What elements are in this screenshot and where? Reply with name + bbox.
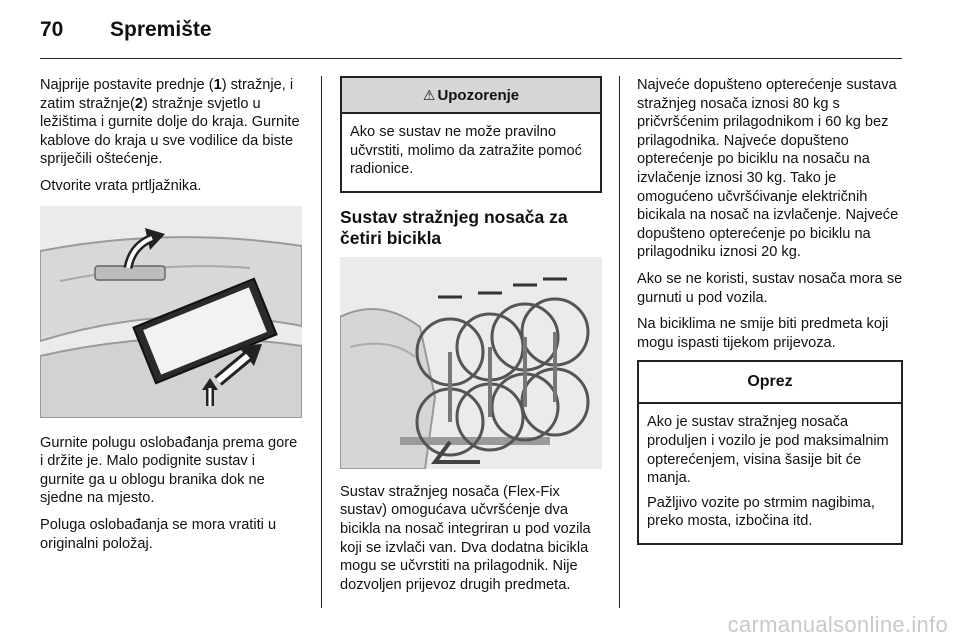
paragraph-lever-return: Poluga oslobađanja se mora vratiti u originalni položaj. (40, 516, 277, 552)
warning-title: Upozorenje (437, 87, 520, 104)
caution-box (637, 360, 903, 545)
paragraph-stow-carrier: Ako se ne koristi, sustav nosača mora se gurnuti u pod vozila. (637, 270, 903, 306)
warning-box (340, 76, 602, 193)
bike-carrier-illustration (340, 257, 602, 469)
paragraph-loose-items: Na biciklima ne smije biti predmeta koji mogu ispasti tijekom prijevoza. (637, 316, 889, 351)
paragraph-max-load: Najveće dopušteno opterećenje sustava stražnjeg nosača iznosi 80 kg s pričvršćenim prilagodnikom i 60 kg bez prilagodnika. Najveće dopušteno opterećenje po biciklu na nosaču na izvlačenje iznosi 30 kg. Tako je omogućeno učvršćivanje električnih bicikala na nosač na izvlačenje. Najveće dopušteno opterećenje po biciklu na prilagodniku iznosi 20 kg. (637, 77, 899, 261)
column-2 (340, 76, 602, 602)
callout-2: 2 (134, 95, 144, 112)
tailgate-release-illustration (40, 206, 302, 418)
header-rule (40, 58, 902, 59)
warning-text: Ako se sustav ne može pravilno učvrstiti, molimo da zatražite pomoć radionice. (350, 124, 582, 178)
caution-text-2: Pažljivo vozite po strmim nagibima, preko mosta, izbočina itd. (647, 494, 875, 530)
paragraph-carrier-description: Sustav stražnjeg nosača (Flex-Fix sustav) omogućava učvršćenje dva bicikla na nosač integriran u pod vozila koji se izvlači van. Dva dodatna bicikla mogu se učvrstiti na prilagodnik. Nije dozvoljen prijevoz drugih predmeta. (340, 483, 591, 593)
warning-triangle-icon: ⚠ (422, 87, 436, 103)
paragraph-taillight-install: Najprije postavite prednje (1) stražnje, i zatim stražnje(2) stražnje svjetlo u ležištima i gurnite dolje do kraja. Gurnite kablove do kraja u sve vodilice da biste spriječili oštećenje. (40, 77, 300, 168)
caution-text-1: Ako je sustav stražnjeg nosača produljen i vozilo je pod maksimalnim opterećenjem, visina šasije bit će manja. (647, 414, 889, 487)
warning-header (342, 78, 600, 114)
page-header (40, 18, 212, 42)
paragraph-release-lever: Gurnite polugu oslobađanja prema gore i držite je. Malo podignite sustav i gurnite ga u oblogu branika dok ne sjedne na mjesto. (40, 434, 298, 507)
column-divider-1 (321, 76, 322, 608)
caution-header: Oprez (639, 362, 901, 404)
section-heading: Sustav stražnjeg nosača za četiri bicikla (340, 206, 568, 248)
page-number: 70 (40, 18, 64, 41)
paragraph-open-tailgate: Otvorite vrata prtljažnika. (40, 177, 202, 194)
column-3 (637, 76, 903, 559)
callout-1: 1 (213, 77, 222, 93)
watermark: carmanualsonline.info (727, 612, 948, 637)
column-1 (40, 76, 302, 561)
column-divider-2 (619, 76, 620, 608)
page-title: Spremište (110, 18, 212, 41)
